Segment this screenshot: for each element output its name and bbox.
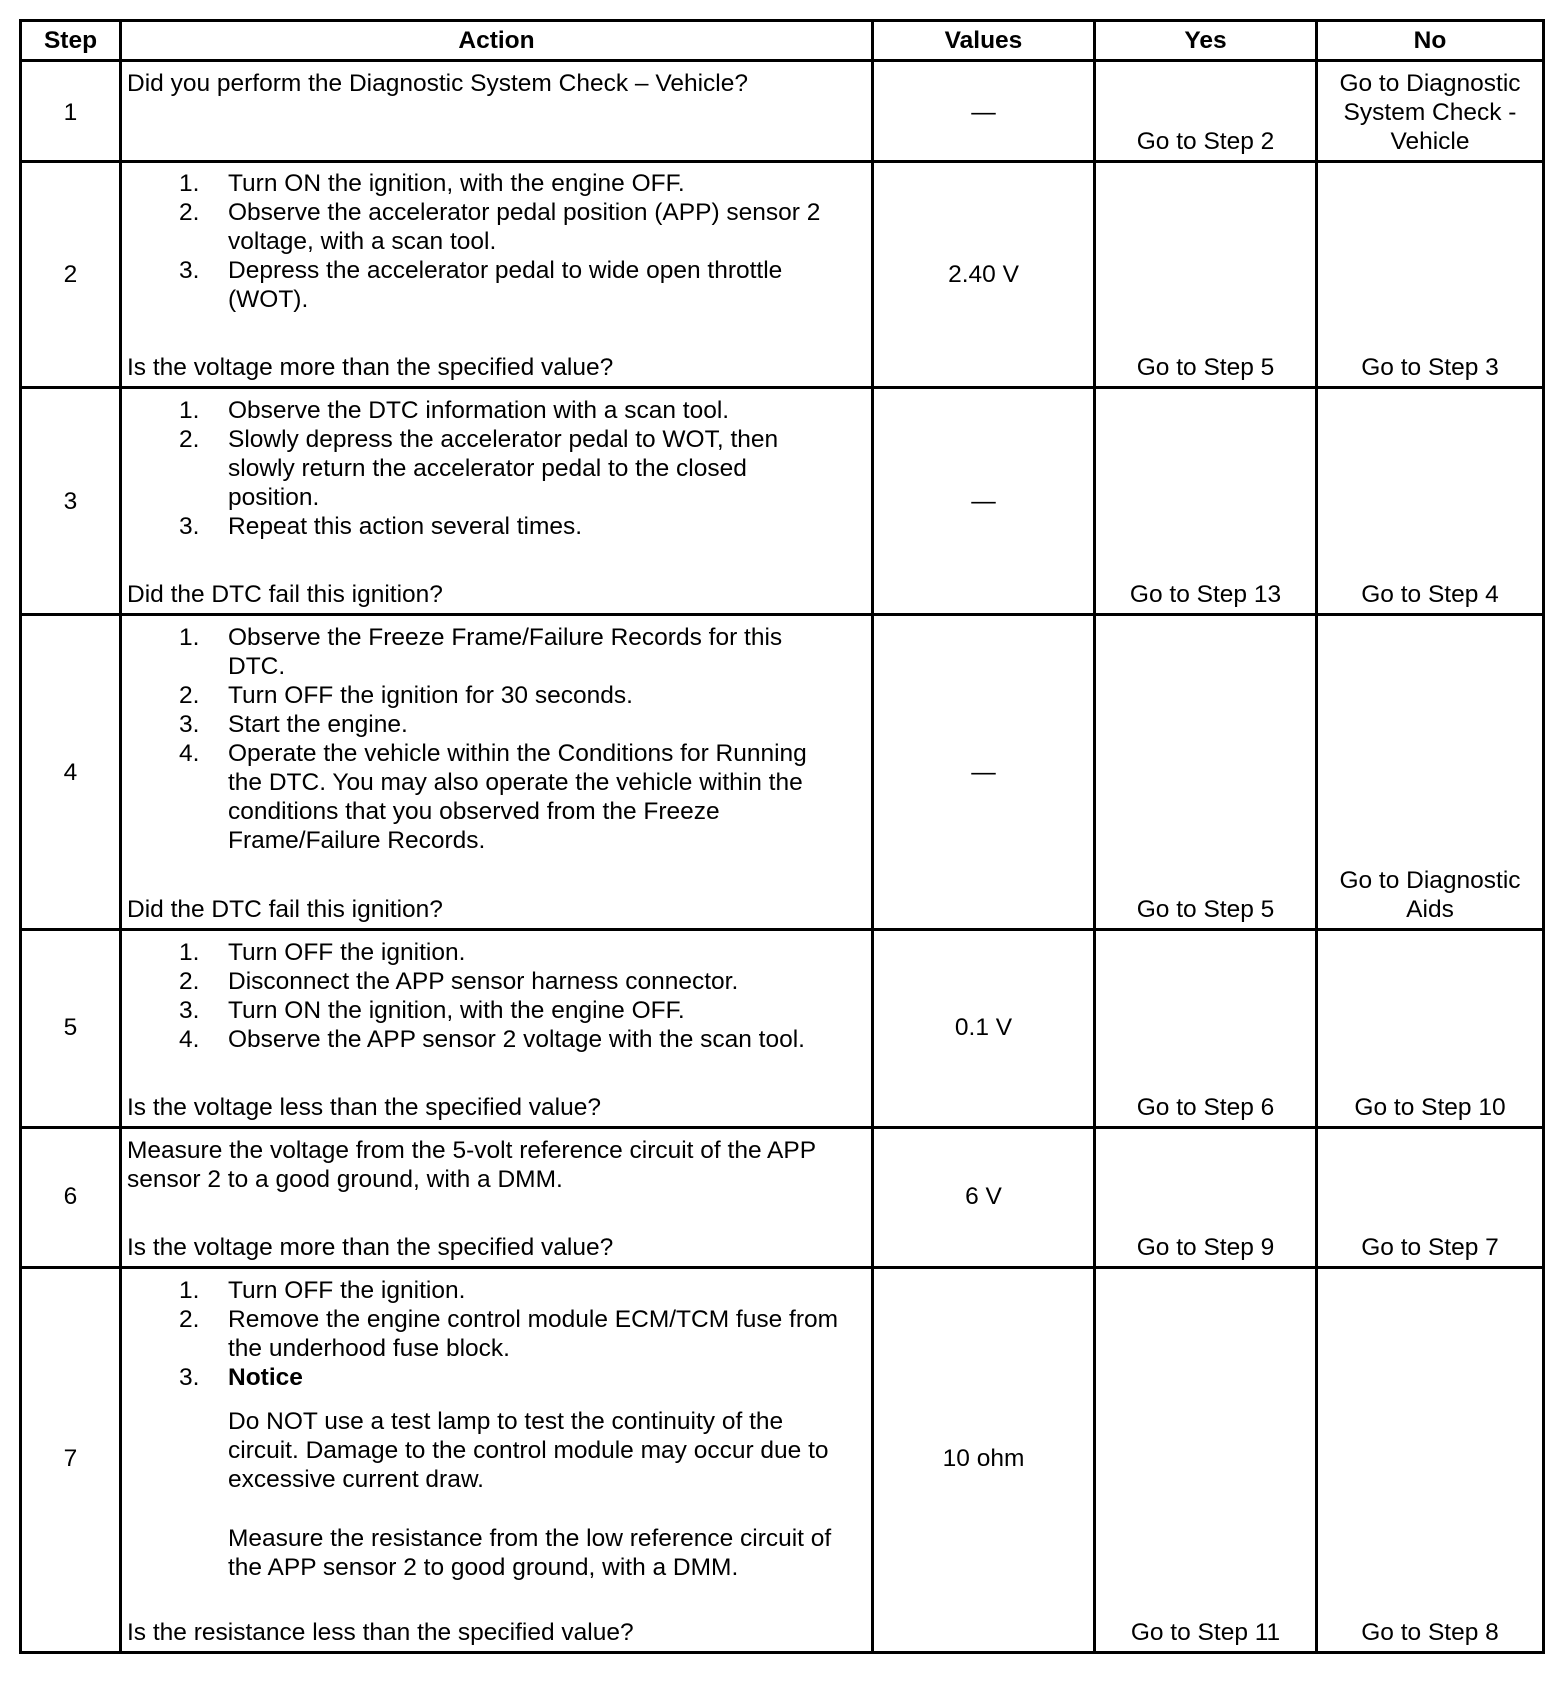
no-cell — [1318, 866, 1542, 924]
question-text: Is the voltage less than the specified value? — [127, 1094, 601, 1121]
no-cell — [1318, 69, 1542, 156]
notice-line: excessive current draw. — [228, 1466, 484, 1493]
item-number: 4. — [179, 740, 200, 767]
list-item — [127, 710, 807, 739]
yes-cell: Go to Step 6 — [1136, 1094, 1275, 1121]
item-line: Remove the engine control module ECM/TCM fuse from — [228, 1306, 839, 1333]
notice-line: circuit. Damage to the control module may occur due to — [228, 1437, 829, 1464]
row-divider — [19, 59, 1545, 62]
item-line: slowly return the accelerator pedal to the closed — [228, 455, 747, 482]
no-cell: Go to Step 8 — [1361, 1619, 1499, 1646]
no-cell: Go to Step 7 — [1361, 1234, 1499, 1261]
header-step: Step — [43, 27, 98, 54]
no-line: Vehicle — [1390, 128, 1470, 155]
item-line: Observe the accelerator pedal position (APP) sensor 2 — [228, 199, 821, 226]
item-number: 4. — [179, 1026, 200, 1053]
action-steps — [127, 1276, 838, 1392]
no-line: System Check - — [1343, 99, 1517, 126]
action-text — [127, 1136, 816, 1194]
question-text: Is the resistance less than the specified value? — [127, 1619, 634, 1646]
column-divider — [1315, 19, 1318, 1654]
item-line: Turn OFF the ignition for 30 seconds. — [228, 682, 633, 709]
item-line: Start the engine. — [228, 711, 408, 738]
yes-cell: Go to Step 9 — [1136, 1234, 1275, 1261]
no-cell: Go to Step 3 — [1361, 354, 1499, 381]
row-divider — [19, 613, 1545, 616]
yes-cell: Go to Step 5 — [1136, 354, 1275, 381]
item-line: Repeat this action several times. — [228, 513, 583, 540]
item-line: the DTC. You may also operate the vehicle within the — [228, 769, 803, 796]
question-text: Is the voltage more than the specified value? — [127, 354, 614, 381]
yes-cell: Go to Step 2 — [1136, 128, 1275, 155]
item-number: 2. — [179, 1306, 200, 1333]
list-item — [127, 256, 820, 314]
item-line: Depress the accelerator pedal to wide open throttle — [228, 257, 783, 284]
value-cell: — — [971, 488, 996, 515]
item-line: Turn ON the ignition, with the engine OFF. — [228, 997, 685, 1024]
row-divider — [19, 1126, 1545, 1129]
yes-cell: Go to Step 5 — [1136, 896, 1275, 923]
list-item — [127, 198, 820, 256]
list-item — [127, 996, 805, 1025]
list-item — [127, 1363, 838, 1392]
notice-text — [228, 1407, 829, 1494]
column-divider — [1093, 19, 1096, 1654]
yes-cell: Go to Step 11 — [1130, 1619, 1281, 1646]
item-number: 2. — [179, 199, 200, 226]
action-line: Measure the voltage from the 5-volt reference circuit of the APP — [127, 1137, 817, 1164]
item-line: Frame/Failure Records. — [228, 827, 486, 854]
item-number: 1. — [179, 397, 200, 424]
notice-heading: Notice — [228, 1364, 303, 1391]
value-cell: 0.1 V — [954, 1014, 1013, 1041]
action-line: sensor 2 to a good ground, with a DMM. — [127, 1166, 563, 1193]
question-text: Did the DTC fail this ignition? — [127, 581, 443, 608]
item-line: Turn ON the ignition, with the engine OFF. — [228, 170, 685, 197]
step-number: 4 — [63, 759, 78, 786]
list-item — [127, 967, 805, 996]
step-number: 6 — [63, 1183, 78, 1210]
value-cell: — — [971, 99, 996, 126]
list-item — [127, 739, 807, 855]
measure-text — [228, 1524, 831, 1582]
value-cell: — — [971, 759, 996, 786]
no-line: Go to Diagnostic — [1339, 867, 1521, 894]
item-line: voltage, with a scan tool. — [228, 228, 497, 255]
list-item — [127, 1025, 805, 1054]
table-border-bottom — [19, 1651, 1545, 1654]
measure-line: the APP sensor 2 to good ground, with a DMM. — [228, 1554, 739, 1581]
action-steps — [127, 938, 805, 1054]
value-cell: 6 V — [965, 1183, 1002, 1210]
list-item — [127, 512, 778, 541]
list-item — [127, 396, 778, 425]
step-number: 2 — [63, 261, 78, 288]
item-line: Slowly depress the accelerator pedal to WOT, then — [228, 426, 779, 453]
question-text: Did the DTC fail this ignition? — [127, 896, 443, 923]
list-item — [127, 1305, 838, 1363]
value-cell: 2.40 V — [948, 261, 1019, 288]
header-values: Values — [944, 27, 1023, 54]
step-number: 7 — [63, 1445, 78, 1472]
item-line: (WOT). — [228, 286, 309, 313]
item-number: 3. — [179, 1364, 200, 1391]
notice-line: Do NOT use a test lamp to test the continuity of the — [228, 1408, 784, 1435]
value-cell: 10 ohm — [942, 1445, 1025, 1472]
no-cell: Go to Step 10 — [1354, 1094, 1506, 1121]
item-line: Observe the APP sensor 2 voltage with the scan tool. — [228, 1026, 805, 1053]
table-border-top — [19, 19, 1545, 22]
row-divider — [19, 160, 1545, 163]
item-number: 3. — [179, 997, 200, 1024]
item-line: Disconnect the APP sensor harness connector. — [228, 968, 739, 995]
no-line: Aids — [1406, 896, 1454, 923]
list-item — [127, 938, 805, 967]
item-line: Observe the Freeze Frame/Failure Records for this — [228, 624, 783, 651]
step-number: 3 — [63, 488, 78, 515]
item-number: 1. — [179, 939, 200, 966]
column-divider — [119, 19, 122, 1654]
item-line: the underhood fuse block. — [228, 1335, 510, 1362]
item-line: Turn OFF the ignition. — [228, 1277, 466, 1304]
item-line: conditions that you observed from the Freeze — [228, 798, 720, 825]
list-item — [127, 169, 820, 198]
table-border-right — [1542, 19, 1545, 1654]
row-divider — [19, 928, 1545, 931]
item-line: Observe the DTC information with a scan tool. — [228, 397, 730, 424]
header-action: Action — [458, 27, 535, 54]
list-item — [127, 623, 807, 681]
list-item — [127, 425, 778, 512]
item-line: Turn OFF the ignition. — [228, 939, 466, 966]
list-item — [127, 1276, 838, 1305]
item-number: 2. — [179, 426, 200, 453]
header-no: No — [1413, 27, 1447, 54]
item-number: 2. — [179, 968, 200, 995]
item-number: 1. — [179, 1277, 200, 1304]
measure-line: Measure the resistance from the low reference circuit of — [228, 1525, 832, 1552]
list-item — [127, 681, 807, 710]
item-line: position. — [228, 484, 320, 511]
row-divider — [19, 386, 1545, 389]
step-number: 5 — [63, 1014, 78, 1041]
item-number: 2. — [179, 682, 200, 709]
yes-cell: Go to Step 13 — [1129, 581, 1282, 608]
action-text: Did you perform the Diagnostic System Check – Vehicle? — [127, 70, 748, 97]
question-text: Is the voltage more than the specified value? — [127, 1234, 614, 1261]
item-line: DTC. — [228, 653, 286, 680]
action-steps — [127, 169, 820, 314]
no-cell: Go to Step 4 — [1361, 581, 1499, 608]
no-line: Go to Diagnostic — [1339, 70, 1521, 97]
diagnostic-table — [19, 19, 1545, 1654]
item-line: Operate the vehicle within the Conditions for Running — [228, 740, 807, 767]
item-number: 1. — [179, 170, 200, 197]
item-number: 1. — [179, 624, 200, 651]
row-divider — [19, 1266, 1545, 1269]
item-number: 3. — [179, 513, 200, 540]
item-number: 3. — [179, 711, 200, 738]
action-steps — [127, 396, 778, 541]
item-number: 3. — [179, 257, 200, 284]
action-steps — [127, 623, 807, 855]
header-yes: Yes — [1184, 27, 1227, 54]
step-number: 1 — [63, 99, 78, 126]
